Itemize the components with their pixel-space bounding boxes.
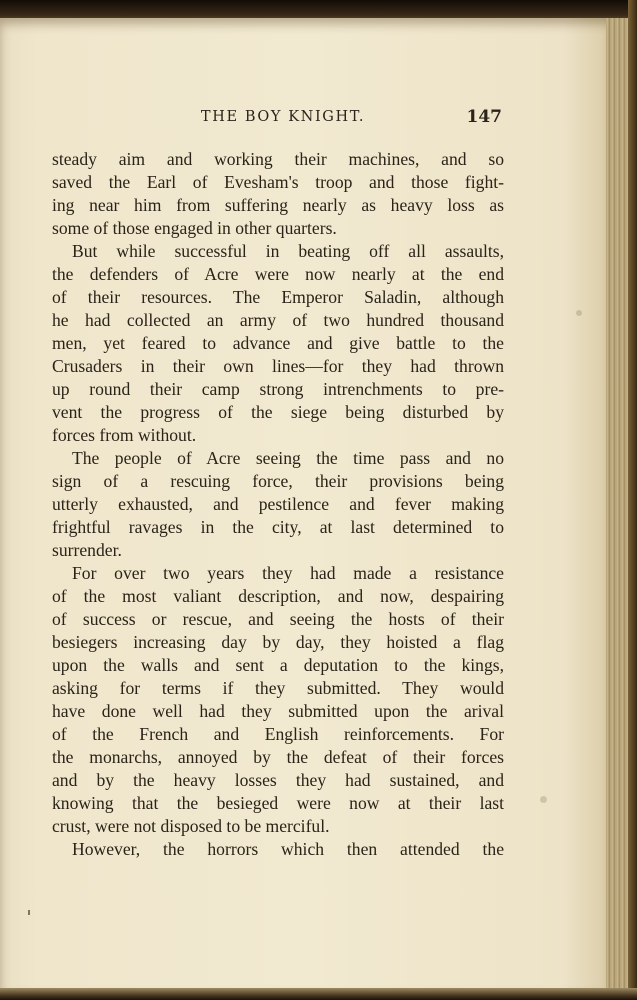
text-line: upon the walls and sent a deputation to the kings, bbox=[52, 655, 504, 675]
text-line: utterly exhausted, and pestilence and fever making bbox=[52, 494, 504, 514]
text-line: The people of Acre seeing the time pass and no bbox=[72, 448, 504, 468]
text-line: surrender. bbox=[52, 540, 122, 560]
text-line: of their resources. The Emperor Saladin, although bbox=[52, 287, 504, 307]
text-line: For over two years they had made a resistance bbox=[72, 563, 504, 583]
text-line: But while successful in beating off all assaults, bbox=[72, 241, 504, 261]
text-line: ing near him from suffering nearly as heavy loss as bbox=[52, 195, 504, 215]
text-line: of the most valiant description, and now, despairing bbox=[52, 586, 504, 606]
text-line: frightful ravages in the city, at last determined to bbox=[52, 517, 504, 537]
text-line: and by the heavy losses they had sustained, and bbox=[52, 770, 504, 790]
text-line: of the French and English reinforcements. For bbox=[52, 724, 504, 744]
running-header bbox=[52, 107, 502, 133]
paragraph bbox=[52, 562, 504, 838]
paragraph bbox=[52, 148, 504, 240]
paragraph bbox=[52, 240, 504, 447]
paragraph bbox=[52, 447, 504, 562]
text-line: knowing that the besieged were now at their last bbox=[52, 793, 504, 813]
paper-speck bbox=[576, 310, 582, 316]
text-line: vent the progress of the siege being disturbed by bbox=[52, 402, 504, 422]
book-cover-edge bbox=[628, 0, 637, 1000]
text-line: Crusaders in their own lines—for they had thrown bbox=[52, 356, 504, 376]
text-line: the monarchs, annoyed by the defeat of their forces bbox=[52, 747, 504, 767]
text-line: some of those engaged in other quarters. bbox=[52, 218, 337, 238]
text-line: sign of a rescuing force, their provisions being bbox=[52, 471, 504, 491]
body-text bbox=[52, 148, 504, 861]
paragraph bbox=[52, 838, 504, 861]
book-bottom-edge bbox=[0, 988, 637, 1000]
text-line: the defenders of Acre were now nearly at the end bbox=[52, 264, 504, 284]
ink-mark bbox=[28, 910, 30, 915]
running-title: THE BOY KNIGHT. bbox=[200, 109, 366, 125]
text-line: However, the horrors which then attended the bbox=[72, 839, 504, 859]
page-number: 147 bbox=[466, 107, 502, 127]
text-line: forces from without. bbox=[52, 425, 197, 445]
text-line: of success or rescue, and seeing the hosts of their bbox=[52, 609, 504, 629]
text-line: besiegers increasing day by day, they hoisted a flag bbox=[52, 632, 504, 652]
text-line: up round their camp strong intrenchments to pre- bbox=[52, 379, 504, 399]
text-line: steady aim and working their machines, and so bbox=[52, 149, 504, 169]
text-line: men, yet feared to advance and give battle to the bbox=[52, 333, 504, 353]
text-line: crust, were not disposed to be merciful. bbox=[52, 816, 330, 836]
text-line: asking for terms if they submitted. They would bbox=[52, 678, 504, 698]
text-line: have done well had they submitted upon the arival bbox=[52, 701, 504, 721]
text-line: saved the Earl of Evesham's troop and those fight- bbox=[52, 172, 504, 192]
paper-speck bbox=[540, 796, 547, 803]
text-line: he had collected an army of two hundred thousand bbox=[52, 310, 504, 330]
